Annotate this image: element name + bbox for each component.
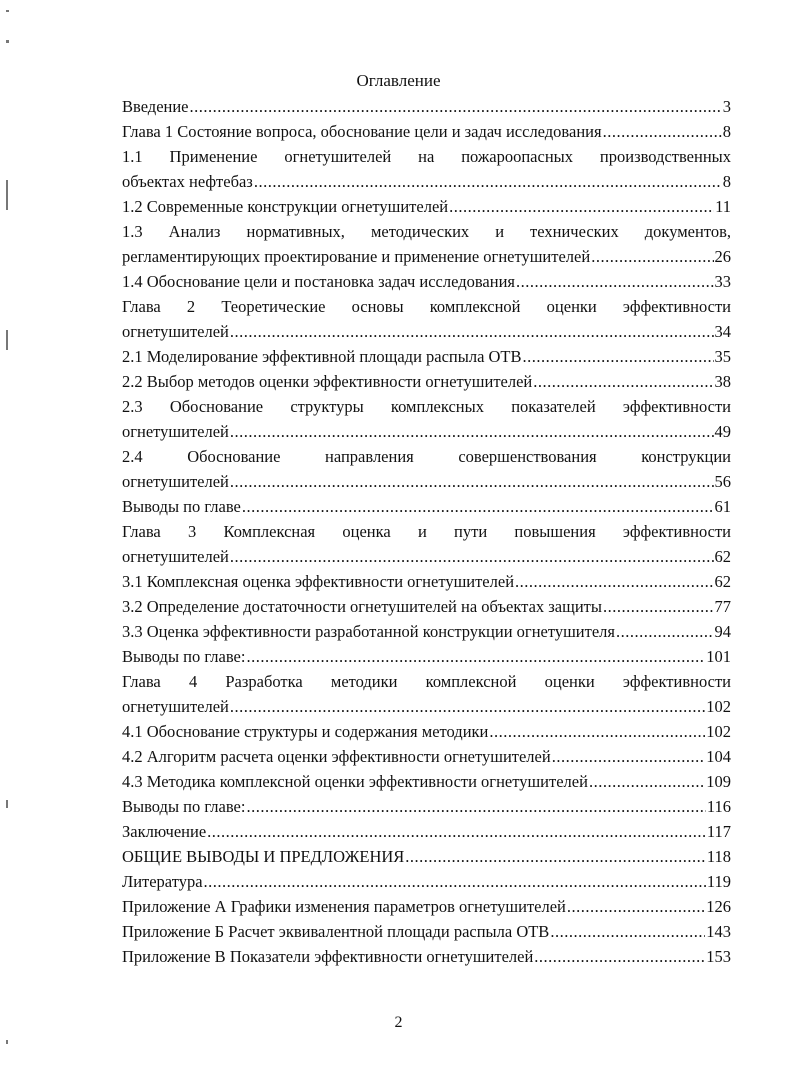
dot-leader <box>489 719 705 744</box>
toc-entry-title: 3.2 Определение достаточности огнетушителей на объектах защиты <box>122 597 602 616</box>
toc-entry-page: 143 <box>706 922 731 941</box>
toc-entry-line: Глава 4 Разработка методики комплексной оценки эффективности <box>122 672 731 691</box>
dot-leader <box>190 94 722 119</box>
scan-margin-mark <box>6 40 9 43</box>
toc-entry-title: 2.2 Выбор методов оценки эффективности огнетушителей <box>122 372 533 391</box>
toc-entry[interactable] <box>122 769 731 794</box>
toc-entry-page: 102 <box>706 697 731 716</box>
toc-entry-page: 8 <box>722 122 731 141</box>
toc-entry-page: 102 <box>706 722 731 741</box>
toc-entry-title: 4.2 Алгоритм расчета оценки эффективности огнетушителей <box>122 747 551 766</box>
page-number: 2 <box>394 1014 403 1031</box>
toc-entry[interactable] <box>122 419 731 444</box>
toc-entry[interactable] <box>122 469 731 494</box>
toc-entry-title: 3.3 Оценка эффективности разработанной конструкции огнетушителя <box>122 622 615 641</box>
toc-entry-page: 8 <box>722 172 731 191</box>
toc-entry[interactable] <box>122 719 731 744</box>
toc-entry-title: огнетушителей <box>122 547 229 566</box>
toc-entry-page: 35 <box>714 347 731 366</box>
dot-leader <box>516 269 714 294</box>
toc-entry-page: 104 <box>706 747 731 766</box>
toc-entry[interactable] <box>122 644 731 669</box>
toc-entry[interactable] <box>122 919 731 944</box>
dot-leader <box>230 419 714 444</box>
toc-entry-page: 119 <box>706 872 731 891</box>
toc-title: Оглавление <box>356 71 441 90</box>
table-of-contents <box>122 94 731 969</box>
dot-leader <box>589 769 705 794</box>
toc-entry-title: объектах нефтебаз <box>122 172 253 191</box>
toc-entry-title: 3.1 Комплексная оценка эффективности огнетушителей <box>122 572 515 591</box>
toc-entry-line: Глава 3 Комплексная оценка и пути повышения эффективности <box>122 522 731 541</box>
toc-entry-title: Введение <box>122 97 189 116</box>
toc-entry[interactable] <box>122 869 731 894</box>
toc-entry[interactable] <box>122 494 731 519</box>
dot-leader <box>534 944 705 969</box>
toc-entry-page: 62 <box>714 572 731 591</box>
toc-entry-line: 2.4 Обоснование направления совершенствования конструкции <box>122 447 731 466</box>
dot-leader <box>204 869 706 894</box>
dot-leader <box>254 169 722 194</box>
toc-entry-title: Выводы по главе <box>122 497 241 516</box>
toc-entry-title: огнетушителей <box>122 422 229 441</box>
dot-leader <box>603 119 722 144</box>
dot-leader <box>552 744 706 769</box>
toc-entry-page: 94 <box>714 622 731 641</box>
dot-leader <box>246 794 705 819</box>
toc-entry-title: Глава 1 Состояние вопроса, обоснование цели и задач исследования <box>122 122 602 141</box>
toc-entry-title: 2.1 Моделирование эффективной площади распыла ОТВ <box>122 347 522 366</box>
toc-entry[interactable] <box>122 944 731 969</box>
toc-entry-title: огнетушителей <box>122 697 229 716</box>
toc-entry-line: Глава 2 Теоретические основы комплексной оценки эффективности <box>122 297 731 316</box>
toc-entry-line: 2.3 Обоснование структуры комплексных показателей эффективности <box>122 397 731 416</box>
toc-entry-page: 11 <box>715 197 731 216</box>
scan-margin-mark <box>6 1040 8 1044</box>
toc-entry[interactable] <box>122 569 731 594</box>
toc-entry-page: 26 <box>714 247 731 266</box>
scan-margin-mark <box>6 10 9 12</box>
dot-leader <box>449 194 714 219</box>
toc-entry-title: огнетушителей <box>122 322 229 341</box>
dot-leader <box>515 569 713 594</box>
toc-entry-title: Выводы по главе: <box>122 797 246 816</box>
scan-margin-mark <box>6 330 8 350</box>
toc-entry-title: Заключение <box>122 822 207 841</box>
toc-entry-page: 61 <box>714 497 731 516</box>
toc-entry-page: 117 <box>706 822 731 841</box>
dot-leader <box>591 244 713 269</box>
toc-entry-title: Приложение А Графики изменения параметров огнетушителей <box>122 897 566 916</box>
dot-leader <box>242 494 714 519</box>
toc-entry-title: ОБЩИЕ ВЫВОДЫ И ПРЕДЛОЖЕНИЯ <box>122 847 405 866</box>
toc-entry[interactable] <box>122 119 731 144</box>
toc-entry[interactable] <box>122 744 731 769</box>
toc-entry[interactable] <box>122 619 731 644</box>
toc-entry[interactable] <box>122 319 731 344</box>
toc-entry-title: огнетушителей <box>122 472 229 491</box>
dot-leader <box>230 469 714 494</box>
toc-entry[interactable] <box>122 594 731 619</box>
toc-entry[interactable] <box>122 194 731 219</box>
toc-entry[interactable] <box>122 269 731 294</box>
toc-entry-title: регламентирующих проектирование и применение огнетушителей <box>122 247 591 266</box>
toc-entry-page: 34 <box>714 322 731 341</box>
toc-entry[interactable] <box>122 244 731 269</box>
dot-leader <box>616 619 714 644</box>
toc-entry-title: Приложение Б Расчет эквивалентной площади распыла ОТВ <box>122 922 550 941</box>
toc-entry-page: 38 <box>714 372 731 391</box>
toc-entry-title: Выводы по главе: <box>122 647 246 666</box>
toc-entry-page: 3 <box>722 97 731 116</box>
scan-margin-mark <box>6 180 8 210</box>
dot-leader <box>567 894 705 919</box>
toc-entry-title: Приложение В Показатели эффективности огнетушителей <box>122 947 534 966</box>
toc-entry-page: 49 <box>714 422 731 441</box>
toc-entry-page: 62 <box>714 547 731 566</box>
toc-entry[interactable] <box>122 94 731 119</box>
toc-entry-page: 109 <box>706 772 731 791</box>
toc-entry-page: 126 <box>706 897 731 916</box>
toc-entry[interactable] <box>122 544 731 569</box>
dot-leader <box>230 319 714 344</box>
toc-entry[interactable] <box>122 844 731 869</box>
toc-entry-page: 118 <box>706 847 731 866</box>
dot-leader <box>603 594 714 619</box>
toc-entry-title: 1.4 Обоснование цели и постановка задач исследования <box>122 272 515 291</box>
toc-entry-page: 153 <box>706 947 731 966</box>
toc-entry[interactable] <box>122 369 731 394</box>
dot-leader <box>230 544 714 569</box>
toc-entry-page: 101 <box>706 647 731 666</box>
toc-entry[interactable] <box>122 794 731 819</box>
dot-leader <box>246 644 705 669</box>
toc-entry-title: 4.3 Методика комплексной оценки эффективности огнетушителей <box>122 772 588 791</box>
dot-leader <box>523 344 714 369</box>
dot-leader <box>405 844 706 869</box>
toc-entry[interactable] <box>122 894 731 919</box>
toc-entry-page: 33 <box>714 272 731 291</box>
toc-entry-title: 1.2 Современные конструкции огнетушителей <box>122 197 449 216</box>
scan-margin-mark <box>6 800 8 808</box>
dot-leader <box>207 819 706 844</box>
toc-entry-page: 77 <box>714 597 731 616</box>
toc-entry[interactable] <box>122 169 731 194</box>
toc-entry[interactable] <box>122 344 731 369</box>
dot-leader <box>550 919 705 944</box>
toc-entry[interactable] <box>122 819 731 844</box>
toc-entry-title: Литература <box>122 872 203 891</box>
toc-entry-title: 4.1 Обоснование структуры и содержания методики <box>122 722 489 741</box>
toc-entry-page: 116 <box>706 797 731 816</box>
toc-entry[interactable] <box>122 694 731 719</box>
dot-leader <box>230 694 705 719</box>
toc-entry-line: 1.1 Применение огнетушителей на пожароопасных производственных <box>122 147 731 166</box>
dot-leader <box>533 369 713 394</box>
toc-entry-line: 1.3 Анализ нормативных, методических и технических документов, <box>122 222 731 241</box>
toc-entry-page: 56 <box>714 472 731 491</box>
